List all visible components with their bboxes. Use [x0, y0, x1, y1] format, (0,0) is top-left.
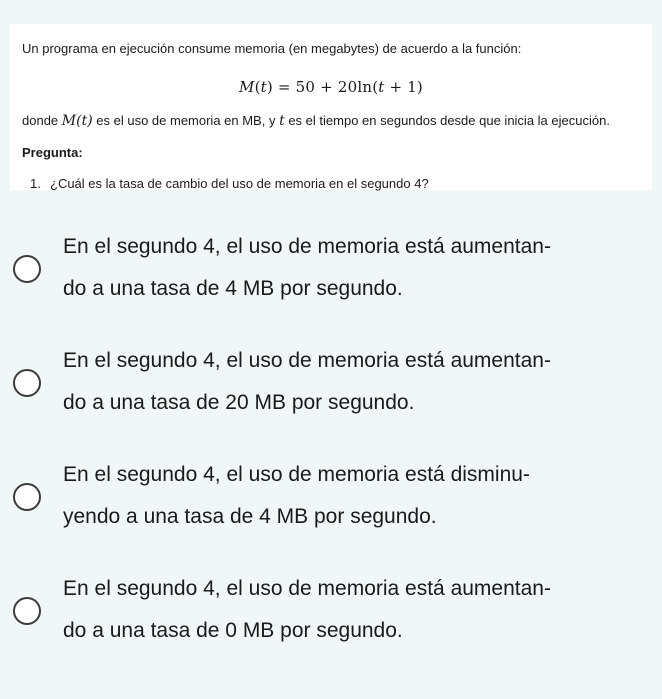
- radio-button-icon[interactable]: [13, 597, 41, 625]
- answer-option-text: [63, 226, 643, 310]
- answer-option-text: [63, 568, 643, 652]
- memory-formula: [10, 77, 652, 97]
- question-item: [30, 175, 429, 193]
- answer-option-text: [63, 454, 643, 538]
- formula-close-paren: ): [266, 78, 273, 96]
- formula-open-paren: (: [254, 78, 261, 96]
- answer-option-line: yendo a una tasa de 4 MB por segundo.: [63, 505, 437, 528]
- description-middle: es el uso de memoria en MB, y: [92, 113, 280, 128]
- answer-option-line: En el segundo 4, el uso de memoria está aumentan-: [63, 577, 551, 600]
- answer-option-text: [63, 340, 643, 424]
- radio-button-icon[interactable]: [13, 483, 41, 511]
- formula-tail: + 1): [384, 78, 423, 96]
- formula-function-name: M: [239, 78, 255, 96]
- radio-button-icon[interactable]: [13, 369, 41, 397]
- answer-option-line: do a una tasa de 20 MB por segundo.: [63, 391, 415, 414]
- question-text: ¿Cuál es la tasa de cambio del uso de memoria en el segundo 4?: [50, 176, 429, 191]
- answer-option-line: do a una tasa de 4 MB por segundo.: [63, 277, 403, 300]
- radio-button-icon[interactable]: [13, 255, 41, 283]
- answer-option-4[interactable]: [0, 568, 662, 658]
- formula-ln-open-paren: (: [372, 78, 379, 96]
- description-prefix: donde: [22, 113, 62, 128]
- answer-option-line: En el segundo 4, el uso de memoria está aumentan-: [63, 349, 551, 372]
- description-suffix: es el tiempo en segundos desde que inicia la ejecución.: [284, 113, 610, 128]
- answer-option-line: En el segundo 4, el uso de memoria está disminu-: [63, 463, 530, 486]
- question-label: Pregunta:: [22, 145, 83, 160]
- problem-intro: Un programa en ejecución consume memoria (en megabytes) de acuerdo a la función:: [22, 41, 522, 56]
- answer-option-2[interactable]: [0, 340, 662, 430]
- answer-option-1[interactable]: [0, 226, 662, 316]
- description-t-symbol: t: [279, 113, 285, 129]
- problem-description: [22, 112, 610, 130]
- question-number: 1.: [30, 176, 41, 191]
- answer-option-line: do a una tasa de 0 MB por segundo.: [63, 619, 403, 642]
- description-math-symbol: M(t): [61, 113, 93, 129]
- answer-option-3[interactable]: [0, 454, 662, 544]
- formula-lhs-variable: t: [260, 78, 267, 96]
- formula-ln-variable: t: [378, 78, 385, 96]
- answer-option-line: En el segundo 4, el uso de memoria está aumentan-: [63, 235, 551, 258]
- formula-constant-terms: = 50 + 20: [272, 78, 358, 96]
- formula-ln: ln: [357, 78, 373, 96]
- question-card: [10, 24, 652, 190]
